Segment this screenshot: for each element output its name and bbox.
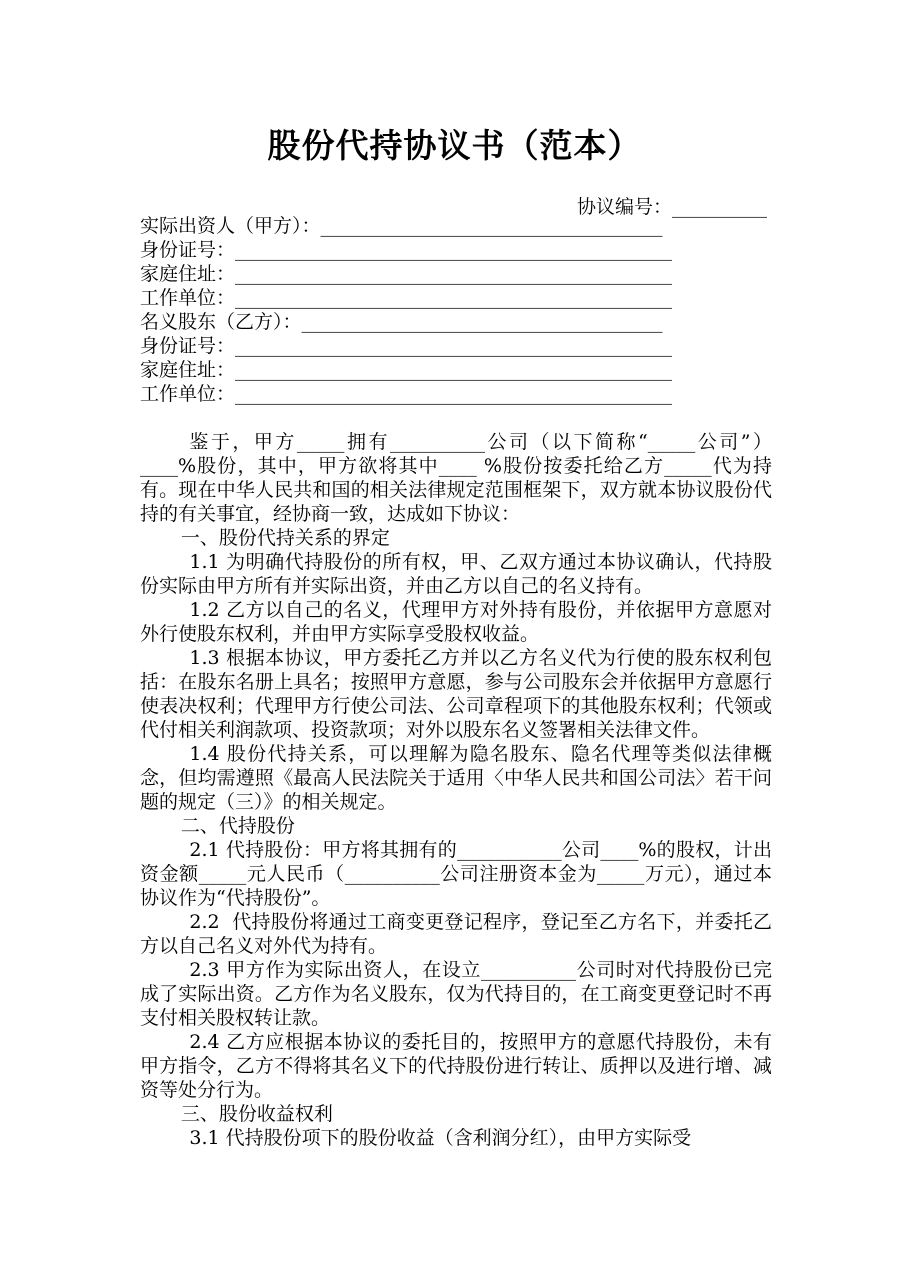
agreement-body [140,430,785,1150]
party-a-id-field: 身份证号：______________________________________________ [140,239,673,261]
document-title: 股份代持协议书（范本） [267,126,642,165]
clause-2-1: 2.1 代持股份：甲方将其拥有的___________公司____%的股权，计出资金额_____元人民币（__________公司注册资本金为_____万元），通过本协议作为“代持股份”。 [140,839,772,909]
party-b-id-field: 身份证号：______________________________________________ [140,335,673,357]
clause-1-1: 1.1 为明确代持股份的所有权，甲、乙双方通过本协议确认，代持股份实际由甲方所有并实际出资，并由乙方以自己的名义持有。 [140,551,772,597]
section-3-heading: 三、股份收益权利 [180,1103,333,1125]
clause-1-2: 1.2 乙方以自己的名义，代理甲方对外持有股份，并依据甲方意愿对外行使股东权利，并由甲方实际享受股权收益。 [140,599,772,645]
clause-2-4: 2.4 乙方应根据本协议的委托目的，按照甲方的意愿代持股份，未有甲方指令，乙方不得将其名义下的代持股份进行转让、质押以及进行增、减资等处分行为。 [140,1031,772,1101]
clause-2-2: 2.2 代持股份将通过工商变更登记程序，登记至乙方名下，并委托乙方以自己名义对外代为持有。 [140,911,772,957]
preamble-paragraph: 鉴于，甲方_____拥有__________公司（以下简称“_____公司”） ____%股份，其中，甲方欲将其中____ %股份按委托给乙方_____代为持有。现在中华人民共和国的相关法律规定范围框架下，双方就本协议股份代持的有关事宜，经协商一致，达成如下协议： [140,431,785,525]
clause-3-1: 3.1 代持股份项下的股份收益（含利润分红），由甲方实际受 [189,1127,692,1149]
party-b-employer-field: 工作单位：______________________________________________ [140,383,673,405]
party-b-name-field: 名义股东（乙方）：______________________________________ [140,311,663,333]
agreement-number: 协议编号：__________ [576,196,767,218]
party-info-block [140,214,780,406]
clause-1-3: 1.3 根据本协议，甲方委托乙方并以乙方名义代为行使的股东权利包括：在股东名册上具名；按照甲方意愿，参与公司股东会并依据甲方意愿行使表决权利；代理甲方行使公司法、公司章程项下的其他股东权利；代领或代付相关利润款项、投资款项；对外以股东名义签署相关法律文件。 [140,647,772,741]
party-a-address-field: 家庭住址：______________________________________________ [140,263,673,285]
party-a-name-field: 实际出资人（甲方）：____________________________________ [140,215,663,237]
clause-1-4: 1.4 股份代持关系，可以理解为隐名股东、隐名代理等类似法律概念，但均需遵照《最高人民法院关于适用〈中华人民共和国公司法〉若干问题的规定（三）》的相关规定。 [140,743,772,813]
section-2-heading: 二、代持股份 [180,815,295,837]
party-a-employer-field: 工作单位：______________________________________________ [140,287,673,309]
clause-2-3: 2.3 甲方作为实际出资人，在设立__________公司时对代持股份已完成了实际出资。乙方作为名义股东，仅为代持目的，在工商变更登记时不再支付相关股权转让款。 [140,959,772,1029]
section-1-heading: 一、股份代持关系的界定 [180,527,390,549]
party-b-address-field: 家庭住址：______________________________________________ [140,359,673,381]
